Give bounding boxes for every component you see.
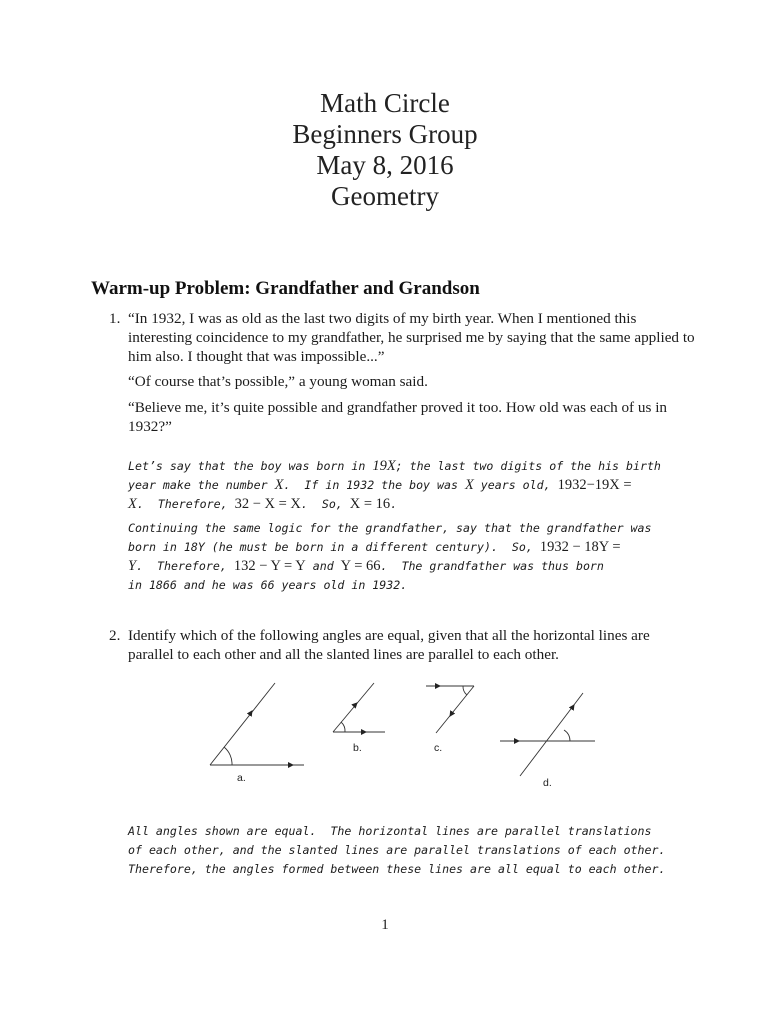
problem-1-number: 1.	[109, 310, 121, 327]
problem-2-number: 2.	[109, 627, 121, 644]
problem-2-answer: All angles shown are equal. The horizontal lines are parallel translations of each other, and the slanted lines are parallel translations of each other. Therefore, the angles formed between these lines are all equal to each other.	[128, 824, 666, 876]
problem-1-text: “In 1932, I was as old as the last two digits of my birth year. When I mentioned this interesting coincidence to my grandfather, he surprised me by saying that the same applied to him also. I thought that was impossible...”	[128, 310, 695, 365]
angle-b	[333, 683, 385, 732]
problem-2-text: Identify which of the following angles are equal, given that all the horizontal lines are parallel to each other and all the slanted lines are parallel to each other.	[128, 627, 650, 663]
problem-1-para-3: “Believe me, it’s quite possible and grandfather proved it too. How old was each of us in 1932?”	[128, 399, 668, 435]
problem-1-para-2: “Of course that’s possible,” a young woman said.	[128, 373, 428, 390]
figure-label-a: a.	[237, 772, 246, 784]
figure-label-d: d.	[543, 777, 552, 789]
page-number: 1	[381, 917, 389, 933]
title-line-1: Math Circle	[320, 88, 450, 118]
angle-d	[500, 693, 595, 776]
figure-label-c: c.	[434, 742, 443, 754]
figure-label-b: b.	[353, 742, 362, 754]
section-heading: Warm-up Problem: Grandfather and Grandson	[91, 278, 480, 299]
problem-1-answer-2: Continuing the same logic for the grandfather, say that the grandfather was born in 18Y (he must be born in a different century). So, 1932 − 18Y = Y. Therefore, 132 − Y = Y and Y = 66. The grandfather was thus born in 1866 and he was 66 years old in 1932.	[128, 521, 652, 592]
angle-a	[210, 683, 304, 765]
title-line-2: Beginners Group	[292, 119, 478, 149]
title-line-4: Geometry	[331, 181, 439, 211]
problem-1-answer-1: Let’s say that the boy was born in 19X; the last two digits of the his birth year make the number X. If in 1932 the boy was X years old, 1932−19X = X. Therefore, 32 − X = X. So, X = 16.	[128, 458, 661, 512]
angle-c	[426, 686, 474, 733]
title-line-3: May 8, 2016	[316, 150, 454, 180]
